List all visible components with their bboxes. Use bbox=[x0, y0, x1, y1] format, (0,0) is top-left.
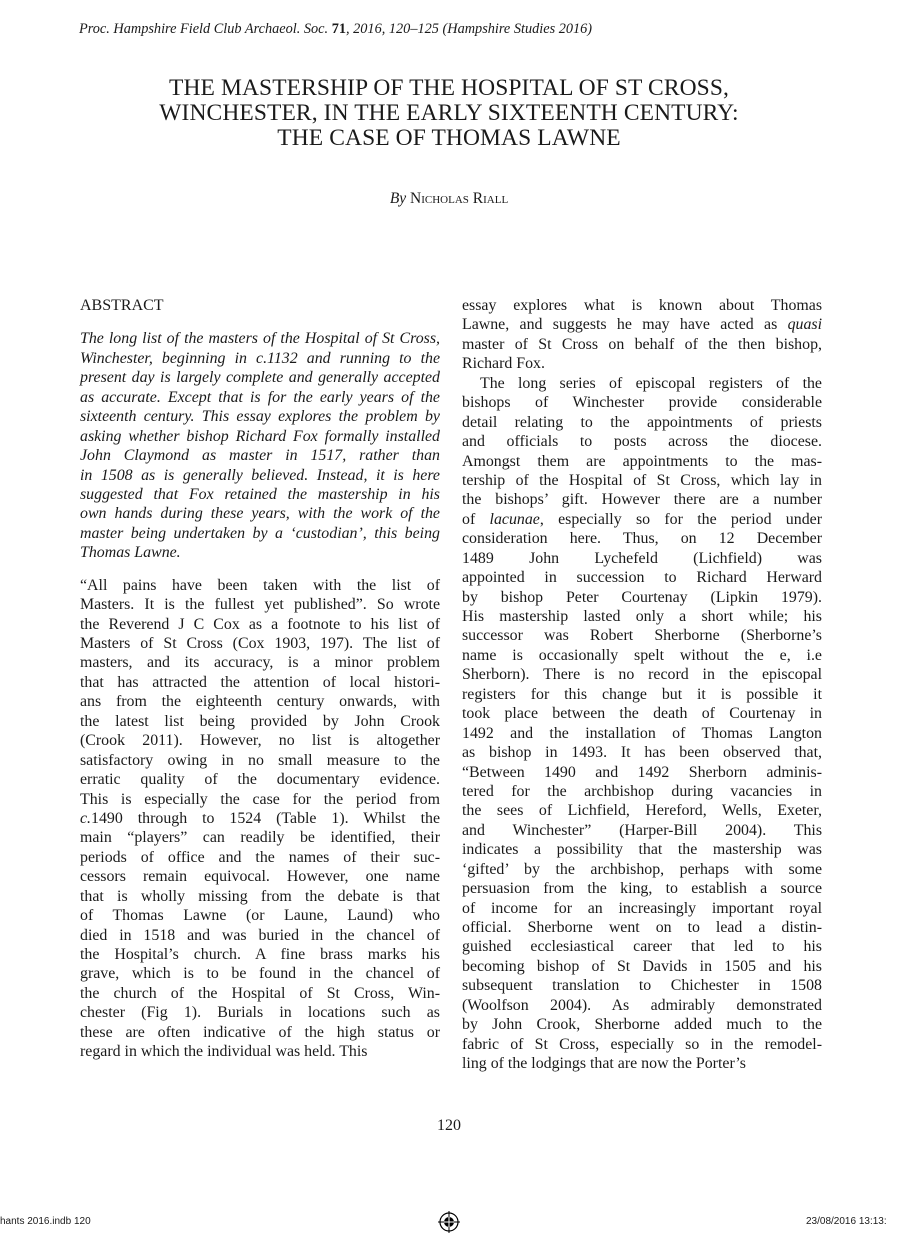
citation-prefix: Proc. Hampshire Field Club Archaeol. Soc. bbox=[79, 21, 329, 37]
text-line: fabric of St Cross, especially so in the remodel- bbox=[462, 1035, 822, 1053]
author-name: Nicholas Riall bbox=[410, 190, 509, 207]
text-line: Amongst them are appointments to the mas- bbox=[462, 452, 822, 470]
text-line: suggested that Fox retained the mastership in his bbox=[80, 485, 440, 503]
text-line: of Thomas Lawne (or Laune, Laund) who bbox=[80, 907, 440, 925]
text-line: appointed in succession to Richard Herward bbox=[462, 569, 822, 587]
text-line: the sees of Lichfield, Hereford, Wells, Exeter, bbox=[462, 802, 822, 820]
text-line: periods of office and the names of their suc- bbox=[80, 848, 440, 866]
text-line: subsequent translation to Chichester in 1508 bbox=[462, 977, 822, 995]
abstract-heading: ABSTRACT bbox=[80, 297, 164, 314]
intro-paragraph bbox=[80, 576, 440, 1062]
text-line: detail relating to the appointments of priests bbox=[462, 413, 822, 431]
text-line: the bishops’ gift. However there are a number bbox=[462, 491, 822, 509]
text-line: 1492 and the installation of Thomas Langton bbox=[462, 724, 822, 742]
right-paragraph-registers bbox=[462, 374, 822, 1074]
text-line: the latest list being provided by John Crook bbox=[80, 712, 440, 730]
text-line: the Hospital’s church. A fine brass marks his bbox=[80, 946, 440, 963]
article-title bbox=[60, 76, 838, 151]
text-line: tership of the Hospital of St Cross, which lay in bbox=[462, 471, 822, 489]
text-line: and officials to posts across the diocese. bbox=[462, 433, 822, 451]
text-line: Masters. It is the fullest yet published”. So wrote bbox=[80, 596, 440, 614]
text-line: the Reverend J C Cox as a footnote to his list of bbox=[80, 615, 440, 633]
text-line: asking whether bishop Richard Fox formally installed bbox=[80, 427, 440, 445]
title-line: THE CASE OF THOMAS LAWNE bbox=[277, 125, 621, 151]
text-line: Richard Fox. bbox=[462, 355, 545, 373]
text-line: becoming bishop of St Davids in 1505 and his bbox=[462, 957, 822, 975]
text-line: Winchester, beginning in c.1132 and running to the bbox=[80, 349, 440, 367]
byline-by: By bbox=[389, 190, 407, 207]
text-line: of income for an increasingly important royal bbox=[462, 899, 822, 917]
title-line: WINCHESTER, IN THE EARLY SIXTEENTH CENTURY: bbox=[159, 100, 739, 126]
text-line: name is occasionally spelt without the e, i.e bbox=[462, 646, 822, 664]
text-line: (Crook 2011). However, no list is altogether bbox=[80, 732, 440, 750]
text-line: masters, and its accuracy, is a minor problem bbox=[80, 654, 440, 672]
text-line: Masters of St Cross (Cox 1903, 197). The list of bbox=[80, 635, 440, 652]
text-line: essay explores what is known about Thomas bbox=[462, 297, 822, 314]
text-line: main “players” can readily be identified, their bbox=[80, 829, 440, 847]
text-line: the church of the Hospital of St Cross, Win- bbox=[80, 984, 440, 1002]
text-line: official. Sherborne went on to lead a distin- bbox=[462, 919, 822, 936]
footer-file-slug: hants 2016.indb 120 bbox=[0, 1216, 91, 1227]
text-line: chester (Fig 1). Burials in locations such as bbox=[80, 1004, 440, 1022]
text-line: Sherborn). There is no record in the episcopal bbox=[462, 666, 822, 684]
volume-number: 71 bbox=[331, 21, 346, 37]
text-line: present day is largely complete and generally accepted bbox=[80, 369, 440, 387]
text-line: tered for the archbishop during vacancies in bbox=[462, 782, 822, 800]
text-line: that has attracted the attention of local histori- bbox=[80, 673, 440, 691]
text-line: “Between 1490 and 1492 Sherborn adminis- bbox=[462, 763, 822, 781]
right-column bbox=[462, 296, 822, 1074]
citation-suffix: , 2016, 120–125 (Hampshire Studies 2016) bbox=[345, 21, 593, 37]
author-byline bbox=[0, 190, 898, 208]
text-line: these are often indicative of the high status or bbox=[80, 1023, 440, 1041]
abstract-text bbox=[80, 329, 440, 562]
text-line: master being undertaken by a ‘custodian’, this being bbox=[80, 524, 440, 542]
text-line: own hands during these years, with the work of the bbox=[80, 505, 440, 523]
text-line: Lawne, and suggests he may have acted as quasi bbox=[462, 316, 822, 334]
text-line: in 1508 as is generally believed. Instead, it is here bbox=[80, 466, 440, 484]
text-line: c.1490 through to 1524 (Table 1). Whilst the bbox=[80, 809, 440, 827]
text-line: persuasion from the king, to establish a source bbox=[462, 880, 822, 898]
text-line: as bishop in 1493. It has been observed that, bbox=[462, 744, 822, 762]
text-line: sixteenth century. This essay explores the problem by bbox=[80, 408, 440, 426]
registration-mark-icon bbox=[438, 1211, 460, 1233]
footer-timestamp: 23/08/2016 13:13: bbox=[806, 1216, 887, 1227]
right-paragraph-continued bbox=[462, 296, 822, 374]
journal-citation-header bbox=[79, 21, 819, 38]
text-line: registers for this change but it is possible it bbox=[462, 685, 822, 703]
text-line: grave, which is to be found in the chancel of bbox=[80, 965, 440, 983]
text-line: This is especially the case for the period from bbox=[80, 790, 440, 808]
text-line: took place between the death of Courtenay in bbox=[462, 705, 822, 723]
text-line: ling of the lodgings that are now the Porter’s bbox=[462, 1055, 746, 1073]
text-line: by John Crook, Sherborne added much to the bbox=[462, 1016, 822, 1034]
text-line: cessors remain equivocal. However, one name bbox=[80, 868, 440, 886]
text-line: master of St Cross on behalf of the then bishop, bbox=[462, 335, 822, 353]
text-line: indicates a possibility that the mastership was bbox=[462, 841, 822, 859]
text-line: died in 1518 and was buried in the chancel of bbox=[80, 926, 440, 944]
text-line: of lacunae, especially so for the period under bbox=[462, 510, 822, 528]
text-line: (Woolfson 2004). As admirably demonstrated bbox=[462, 996, 822, 1014]
text-line: The long series of episcopal registers of the bbox=[480, 374, 822, 392]
text-line: John Claymond as master in 1517, rather than bbox=[80, 447, 440, 465]
text-line: by bishop Peter Courtenay (Lipkin 1979). bbox=[462, 588, 822, 606]
text-line: Thomas Lawne. bbox=[80, 544, 181, 562]
text-line: erratic quality of the documentary evidence. bbox=[80, 771, 440, 789]
text-line: His mastership lasted only a short while; his bbox=[462, 608, 822, 625]
text-line: ans from the eighteenth century onwards, with bbox=[80, 693, 440, 711]
text-line: as accurate. Except that is for the early years of the bbox=[80, 388, 440, 406]
text-line: that is wholly missing from the debate is that bbox=[80, 887, 440, 905]
text-line: guished ecclesiastical career that led to his bbox=[462, 938, 822, 956]
text-line: consideration here. Thus, on 12 December bbox=[462, 530, 822, 548]
text-line: successor was Robert Sherborne (Sherborne’s bbox=[462, 627, 822, 645]
title-line: THE MASTERSHIP OF THE HOSPITAL OF ST CROSS, bbox=[169, 75, 729, 101]
text-line: satisfactory owing in no small measure to the bbox=[80, 751, 440, 769]
paragraph-gap bbox=[80, 563, 440, 576]
text-line: 1489 John Lychefeld (Lichfield) was bbox=[462, 549, 822, 567]
text-line: and Winchester” (Harper-Bill 2004). This bbox=[462, 821, 822, 839]
page-number: 120 bbox=[437, 1117, 461, 1134]
text-line: ‘gifted’ by the archbishop, perhaps with some bbox=[462, 860, 822, 878]
text-line: bishops of Winchester provide considerable bbox=[462, 394, 822, 412]
text-line: The long list of the masters of the Hospital of St Cross, bbox=[80, 330, 440, 348]
left-column bbox=[80, 296, 440, 1062]
text-line: “All pains have been taken with the list of bbox=[80, 576, 440, 594]
text-line: regard in which the individual was held. This bbox=[80, 1043, 368, 1061]
